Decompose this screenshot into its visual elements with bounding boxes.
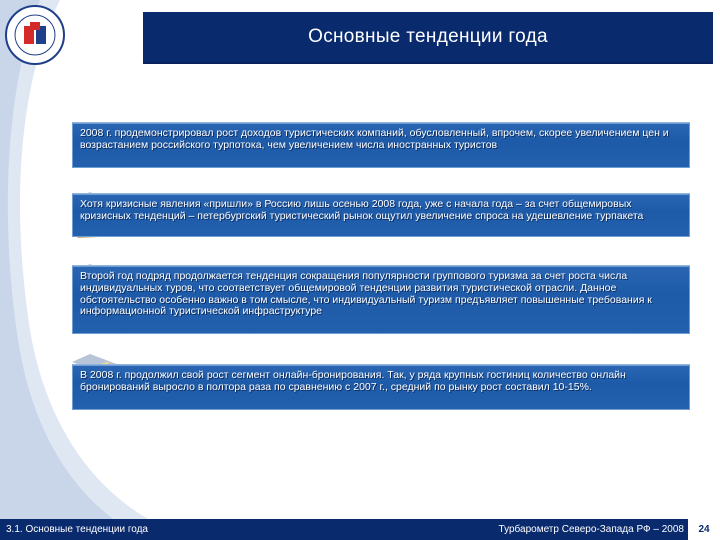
trend-text-3: Второй год подряд продолжается тенденция сокращения популярности группового туризма за счет роста числа индивидуальных туров, что соответствует общемировой тенденции развития туристической отрасли. Данное обстоятельство особенно важно в том смысле, что индивидуальный туризм предъявляет повышенные требования к информационной туристической инфраструктуре <box>80 270 652 318</box>
trend-text-box-3 <box>72 265 690 334</box>
trend-text-box-1 <box>72 122 690 168</box>
section-label: 3.1. Основные тенденции года <box>6 524 148 535</box>
trend-text-box-2 <box>72 193 690 237</box>
company-logo <box>4 4 66 66</box>
trend-text-2: Хотя кризисные явления «пришли» в Россию лишь осенью 2008 года, уже с начала года – за счет общемировых кризисных тенденций – петербургский туристический рынок ощутил увеличение спроса на удешевление турпакета <box>80 198 644 222</box>
footer-bar <box>0 519 720 540</box>
trend-text-4: В 2008 г. продолжил свой рост сегмент онлайн-бронирования. Так, у ряда крупных гостиниц количество онлайн бронирований выросло в полтора раза по сравнению с 2007 г., средний по рынку рост составил 10-15%. <box>80 369 626 393</box>
page-title-text: Основные тенденции года <box>308 26 548 47</box>
report-title: Турбарометр Северо-Запада РФ – 2008 <box>498 524 684 535</box>
page-number: 24 <box>688 519 720 540</box>
trend-text-box-4 <box>72 364 690 410</box>
page-title <box>143 12 713 64</box>
trend-text-1: 2008 г. продемонстрировал рост доходов туристических компаний, обусловленный, впрочем, скорее увеличением цен и возрастанием российского турпотока, чем увеличением числа иностранных туристов <box>80 127 669 151</box>
